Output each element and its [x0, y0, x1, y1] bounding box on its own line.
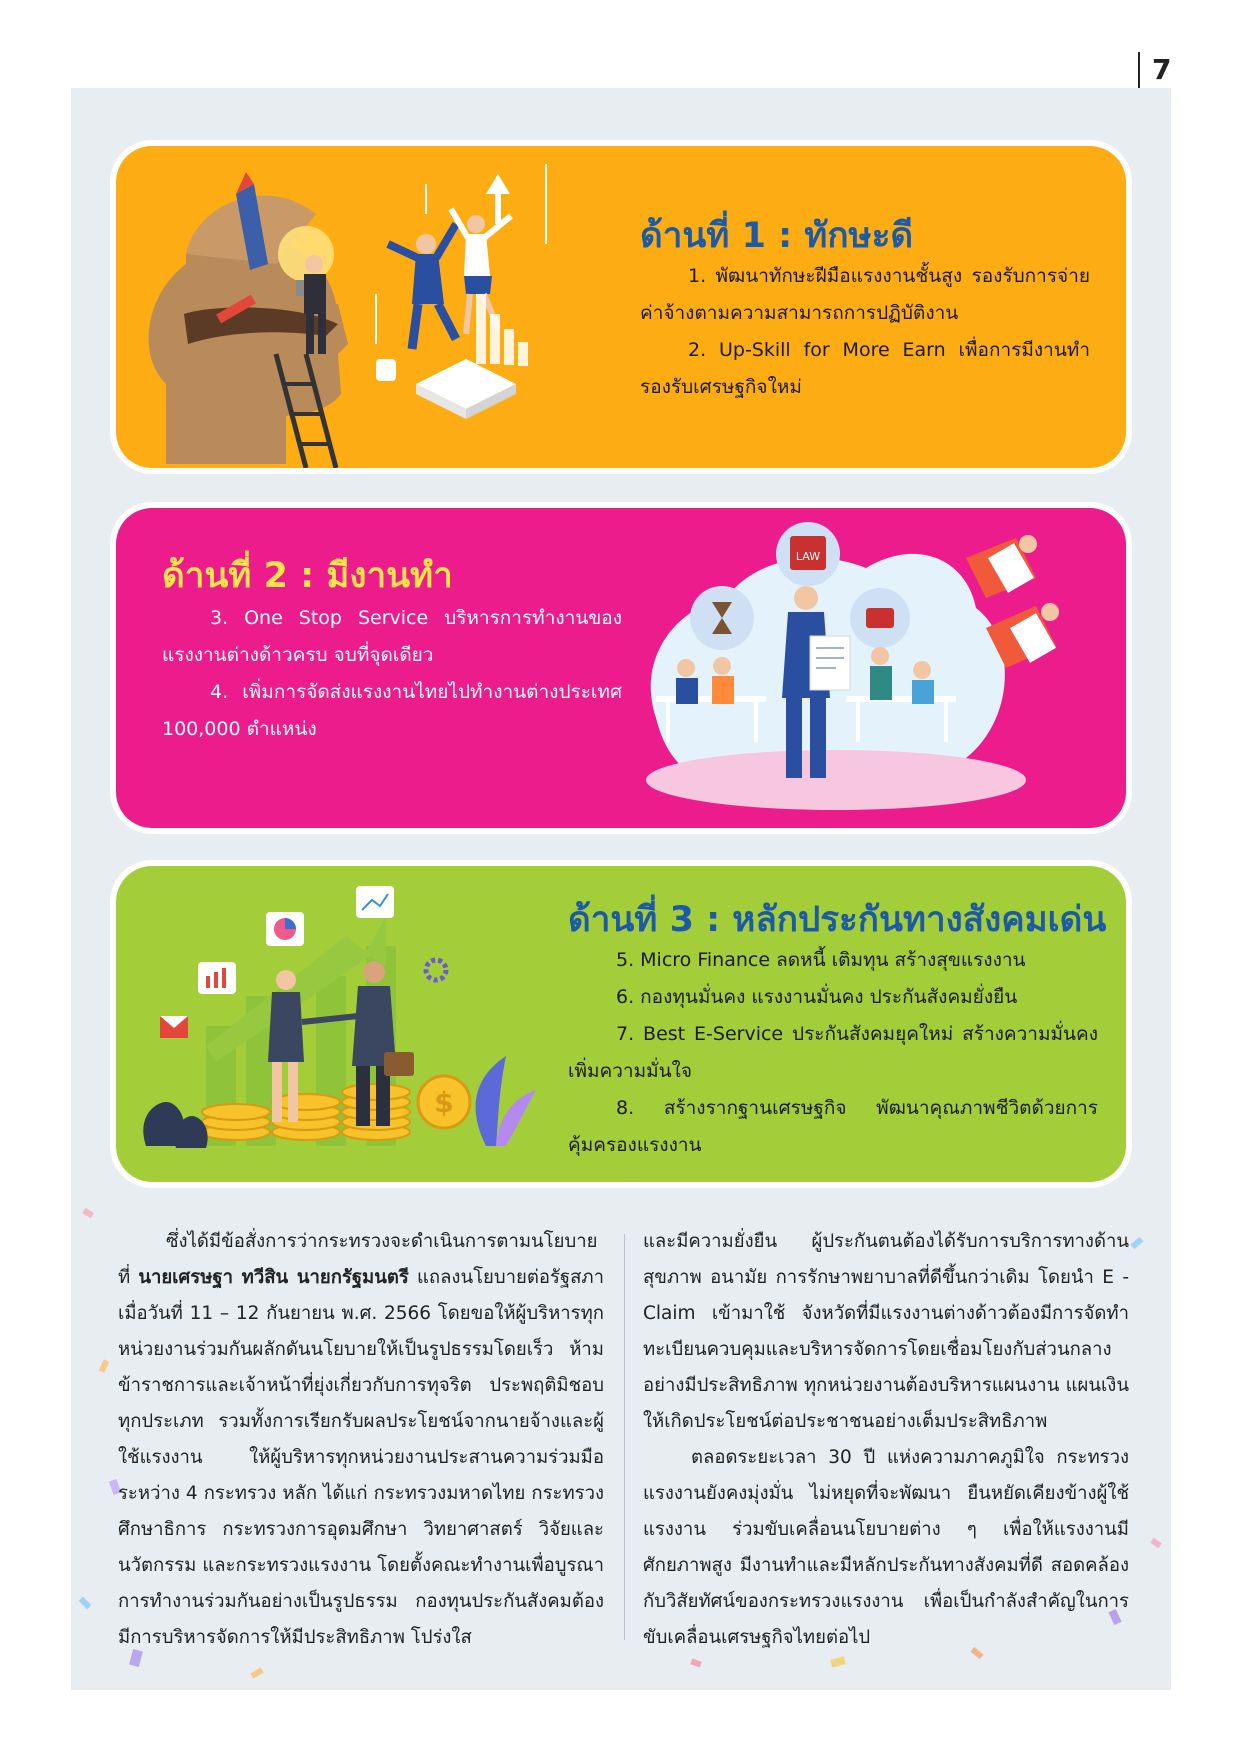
pillar-3-items [568, 942, 1098, 1164]
svg-text:$: $ [434, 1086, 454, 1119]
pillar-item: 8. สร้างรากฐานเศรษฐกิจ พัฒนาคุณภาพชีวิตด้วยการคุ้มครองแรงงาน [568, 1097, 1098, 1156]
pillar-2-items [162, 600, 622, 748]
pillar-item: 5. Micro Finance ลดหนี้ เติมทุน สร้างสุขแรงงาน [616, 949, 1026, 971]
body-text: แถลงนโยบายต่อรัฐสภา เมื่อวันที่ 11 – 12 กันยายน พ.ศ. 2566 โดยขอให้ผู้บริหารทุกหน่วยงานร่วมกันผลักดันนโยบายให้เป็นรูปธรรมโดยเร็ว ห้ามข้าราชการและเจ้าหน้าที่ยุ่งเกี่ยวกับการทุจริต ประพฤติมิชอบ ทุกประเภท รวมทั้งการเรียกรับผลประโยชน์จากนายจ้างและผู้ใช้แรงงาน ให้ผู้บริหารทุกหน่วยงานประสานความร่วมมือระหว่าง 4 กระทรวง หลัก ได้แก่ กระทรวงมหาดไทย กระทรวงศึกษาธิการ กระทรวงการอุดมศึกษา วิทยาศาสตร์ วิจัยและนวัตกรรม และกระทรวงแรงงาน โดยตั้งคณะทำงานเพื่อบูรณาการทำงานร่วมกันอย่างเป็นรูปธรรม กองทุนประกันสังคมต้องมีการบริหารจัดการให้มีประสิทธิภาพ โปร่งใส [118, 1267, 604, 1648]
pillar-item: 6. กองทุนมั่นคง แรงงานมั่นคง ประกันสังคมยั่งยืน [616, 986, 1018, 1008]
pillar-item: 1. พัฒนาทักษะฝีมือแรงงานชั้นสูง รองรับการจ่ายค่าจ้างตามความสามารถการปฏิบัติงาน [640, 265, 1090, 324]
body-column-right [643, 1224, 1129, 1656]
pillar-item: 7. Best E-Service ประกันสังคมยุคใหม่ สร้างความมั่นคงเพิ่มความมั่นใจ [568, 1023, 1098, 1082]
employment-illustration [636, 518, 1116, 818]
pillar-item: 3. One Stop Service บริหารการทำงานของแรงงานต่างด้าวครบ จบที่จุดเดียว [162, 607, 622, 666]
pillar-1-heading: ด้านที่ 1 : ทักษะดี [640, 216, 914, 256]
skills-illustration [126, 154, 616, 468]
body-paragraph: ตลอดระยะเวลา 30 ปี แห่งความภาคภูมิใจ กระทรวงแรงงานยังคงมุ่งมั่น ไม่หยุดที่จะพัฒนา ยืนหยัดเคียงข้างผู้ใช้แรงงาน ร่วมขับเคลื่อนนโยบายต่าง ๆ เพื่อให้แรงงานมีศักยภาพสูง มีงานทำและมีหลักประกันทางสังคมที่ดี สอดคล้องกับวิสัยทัศน์ของกระทรวงแรงงาน เพื่อเป็นกำลังสำคัญในการขับเคลื่อนเศรษฐกิจไทยต่อไป [643, 1447, 1129, 1648]
pillar-3-heading: ด้านที่ 3 : หลักประกันทางสังคมเด่น [568, 900, 1107, 940]
column-divider [624, 1234, 625, 1640]
pillar-card-1 [116, 146, 1126, 468]
body-text: ซึ่งได้มีข้อสั่งการว่ากระทรวงจะดำเนินการตามนโยบายที่ [118, 1231, 598, 1288]
pillar-item: 2. Up-Skill for More Earn เพื่อการมีงานทำรองรับเศรษฐกิจใหม่ [640, 339, 1090, 398]
law-badge: LAW [795, 550, 821, 563]
body-column-left [118, 1224, 604, 1656]
social-security-illustration [126, 876, 556, 1176]
pillar-1-items [640, 258, 1090, 406]
pillar-card-3 [116, 866, 1126, 1182]
prime-minister-name: นายเศรษฐา ทวีสิน นายกรัฐมนตรี [138, 1267, 409, 1288]
body-paragraph: และมีความยั่งยืน ผู้ประกันตนต้องได้รับการบริการทางด้านสุขภาพ อนามัย การรักษาพยาบาลที่ดีขึ้นกว่าเดิม โดยนำ E - Claim เข้ามาใช้ จังหวัดที่มีแรงงานต่างด้าวต้องมีการจัดทำทะเบียนควบคุมและบริหารจัดการโดยเชื่อมโยงกับส่วนกลางอย่างมีประสิทธิภาพ ทุกหน่วยงานต้องบริหารแผนงาน แผนเงินให้เกิดประโยชน์ต่อประชาชนอย่างเต็มประสิทธิภาพ [643, 1231, 1129, 1432]
pillar-2-heading: ด้านที่ 2 : มีงานทำ [162, 556, 453, 596]
pillar-card-2 [116, 508, 1126, 828]
pillar-item: 4. เพิ่มการจัดส่งแรงงานไทยไปทำงานต่างประเทศ 100,000 ตำแหน่ง [162, 681, 622, 740]
page-number: 7 [1138, 52, 1192, 88]
body-paragraph [118, 1224, 604, 1656]
